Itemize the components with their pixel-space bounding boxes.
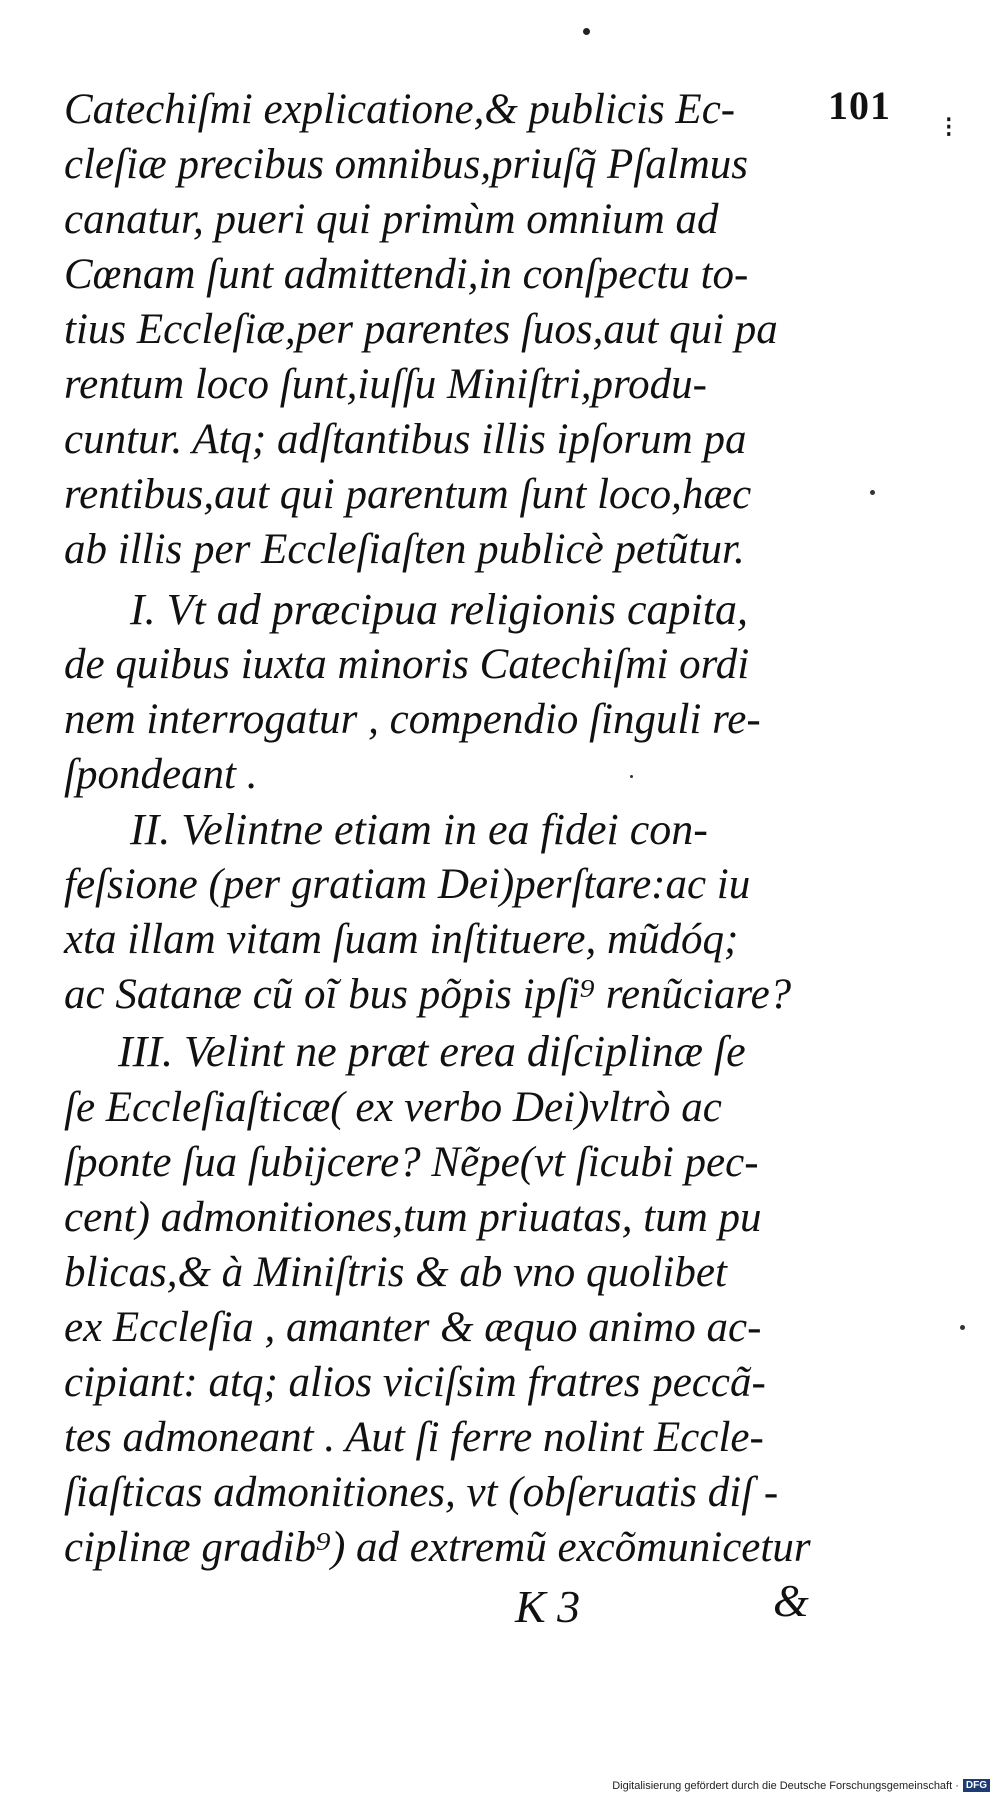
text-line: tes admoneant . Aut ſi ferre nolint Eccle-	[64, 1414, 764, 1461]
text-line: ciplinæ gradib⁹) ad extremũ excõmunicetur	[64, 1524, 811, 1571]
text-line: nem interrogatur , compendio ſinguli re-	[64, 696, 761, 743]
section-heading-I: I. Vt ad præcipua religionis capita,	[130, 585, 748, 634]
section-heading-III: III. Velint ne præt erea diſciplinæ ſe	[118, 1027, 746, 1076]
ink-speck	[583, 28, 590, 35]
digitization-footer	[612, 1779, 990, 1792]
signature-mark: K 3	[515, 1581, 581, 1632]
ink-speck	[630, 775, 633, 778]
text-line: cuntur. Atq; adſtantibus illis ipſorum pa	[64, 416, 747, 463]
page-number: 101	[828, 83, 891, 128]
text-line: xta illam vitam ſuam inſtituere, mũdóq;	[64, 916, 739, 963]
text-line: cleſiæ precibus omnibus,priuſq̃ Pſalmus	[64, 141, 748, 188]
text-line: rentibus,aut qui parentum ſunt loco,hæc	[64, 471, 752, 518]
text-line: ex Eccleſia , amanter & æquo animo ac-	[64, 1304, 762, 1351]
text-line: rentum loco ſunt,iuſſu Miniſtri,produ-	[64, 361, 707, 408]
text-line: ab illis per Eccleſiaſten publicè petũtur.	[64, 526, 745, 573]
section-heading-II: II. Velintne etiam in ea fidei con-	[130, 805, 708, 854]
text-line: Catechiſmi explicatione,& publicis Ec-	[64, 86, 736, 133]
ink-speck	[960, 1325, 965, 1330]
text-line: cent) admonitiones,tum priuatas, tum pu	[64, 1194, 762, 1241]
text-line: de quibus iuxta minoris Catechiſmi ordi	[64, 641, 750, 688]
text-line: ſe Eccleſiaſticæ( ex verbo Dei)vltrò ac	[64, 1084, 722, 1131]
text-line: cipiant: atq; alios viciſsim fratres peccã-	[64, 1359, 766, 1406]
text-line: ſponte ſua ſubijcere? Nẽpe(vt ſicubi pec-	[64, 1139, 759, 1186]
text-line: tius Eccleſiæ,per parentes ſuos,aut qui pa	[64, 306, 778, 353]
margin-mark: ⁝	[944, 111, 954, 144]
text-line: ac Satanæ cũ oĩ bus põpis ipſi⁹ renũciare?	[64, 971, 792, 1018]
text-line: ſpondeant .	[64, 751, 258, 798]
text-line: Cœnam ſunt admittendi,in conſpectu to-	[64, 251, 749, 298]
ink-speck	[870, 490, 875, 495]
dfg-logo: DFG	[963, 1779, 990, 1792]
text-line: canatur, pueri qui primùm omnium ad	[64, 196, 719, 243]
catchword: &	[773, 1575, 809, 1626]
footer-text: Digitalisierung gefördert durch die Deutsche Forschungsgemeinschaft ·	[612, 1779, 959, 1792]
text-line: ſiaſticas admonitiones, vt (obſeruatis diſ -	[64, 1469, 779, 1516]
text-line: feſsione (per gratiam Dei)perſtare:ac iu	[64, 861, 751, 908]
text-line: blicas,& à Miniſtris & ab vno quolibet	[64, 1249, 727, 1296]
